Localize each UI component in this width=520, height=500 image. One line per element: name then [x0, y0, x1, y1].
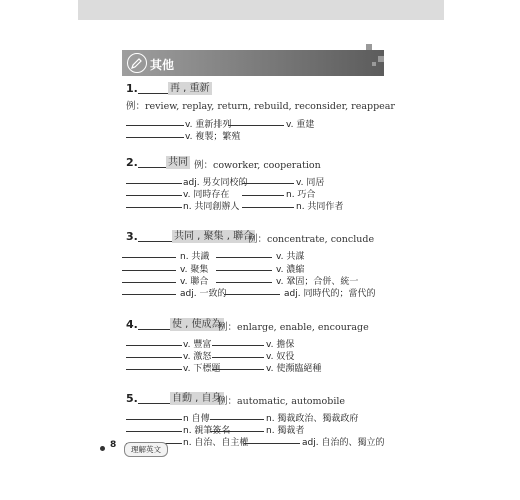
item-definition: v. 聯合 [180, 277, 209, 287]
answer-blank[interactable] [126, 410, 182, 420]
item-definition: v. 複製；繁殖 [185, 132, 241, 142]
item-definition: n. 巧合 [286, 190, 316, 200]
item-definition: v. 豐富 [183, 340, 212, 350]
item-definition: n. 獨裁政治、獨裁政府 [266, 414, 359, 424]
item-definition: v. 鞏固；合併、統一 [276, 277, 359, 287]
section-number: 3. [126, 230, 138, 243]
answer-blank[interactable] [210, 422, 264, 432]
item-definition: v. 重新排列 [185, 120, 232, 130]
section-example: 例：automatic, automobile [218, 396, 346, 407]
section-number: 4. [126, 318, 138, 331]
section-example: 例：enlarge, enable, encourage [218, 322, 369, 333]
answer-blank[interactable] [216, 261, 272, 271]
section-topic: 再 , 重新 [170, 83, 210, 94]
corner-decoration [366, 44, 372, 50]
answer-blank[interactable] [228, 116, 284, 126]
item-definition: n. 共同作者 [296, 202, 344, 212]
section-example: 例：coworker, cooperation [194, 160, 321, 171]
item-definition: v. 使瀕臨絕種 [266, 364, 322, 374]
answer-blank[interactable] [126, 422, 182, 432]
answer-blank[interactable] [138, 392, 170, 404]
section-topic: 使 , 使成為 [172, 319, 222, 330]
answer-blank[interactable] [242, 186, 284, 196]
section-example: 例：review, replay, return, rebuild, reconsider, reappear [126, 101, 395, 112]
item-definition: n. 自治、自主權 [183, 438, 249, 448]
answer-blank[interactable] [126, 336, 182, 346]
section-topic: 共同 , 聚集 , 聯合 [174, 231, 254, 242]
answer-blank[interactable] [122, 273, 176, 283]
item-definition: v. 激怒 [183, 352, 212, 362]
item-definition: v. 重建 [286, 120, 315, 130]
answer-blank[interactable] [126, 174, 182, 184]
answer-blank[interactable] [244, 434, 300, 444]
answer-blank[interactable] [210, 410, 264, 420]
answer-blank[interactable] [216, 273, 272, 283]
page-number: 8 [110, 440, 117, 450]
item-definition: v. 奴役 [266, 352, 295, 362]
book-title-badge: 理解英文 [124, 442, 168, 457]
item-definition: adj. 男女同校的 [183, 178, 248, 188]
answer-blank[interactable] [212, 360, 264, 370]
item-definition: v. 濃縮 [276, 265, 305, 275]
section-number: 1. [126, 82, 138, 95]
answer-blank[interactable] [126, 348, 182, 358]
answer-blank[interactable] [216, 248, 272, 258]
item-definition: n. 獨裁者 [266, 426, 305, 436]
item-definition: n. 共識 [180, 252, 210, 262]
item-definition: v. 聚集 [180, 265, 209, 275]
item-definition: v. 同時存在 [183, 190, 230, 200]
answer-blank[interactable] [122, 248, 176, 258]
answer-blank[interactable] [212, 348, 264, 358]
answer-blank[interactable] [138, 82, 168, 94]
answer-blank[interactable] [122, 285, 176, 295]
answer-blank[interactable] [138, 318, 170, 330]
item-definition: v. 下標題 [183, 364, 221, 374]
footer-bullet [100, 446, 105, 451]
item-definition: n. 親筆簽名 [183, 426, 231, 436]
answer-blank[interactable] [138, 156, 166, 168]
answer-blank[interactable] [242, 198, 294, 208]
answer-blank[interactable] [126, 186, 182, 196]
pencil-icon [127, 53, 147, 73]
section-topic: 自動 , 自身 [172, 393, 222, 404]
answer-blank[interactable] [138, 230, 172, 242]
answer-blank[interactable] [122, 261, 176, 271]
item-definition: v. 共謀 [276, 252, 305, 262]
item-definition: v. 擔保 [266, 340, 295, 350]
answer-blank[interactable] [212, 336, 264, 346]
section-number: 2. [126, 156, 138, 169]
top-gray-band [78, 0, 444, 20]
answer-blank[interactable] [126, 198, 182, 208]
item-definition: v. 同居 [296, 178, 325, 188]
item-definition: n 自傳 [183, 414, 210, 424]
section-number: 5. [126, 392, 138, 405]
answer-blank[interactable] [224, 285, 280, 295]
section-example: 例：concentrate, conclude [248, 234, 375, 245]
item-definition: n. 共同創辦人 [183, 202, 240, 212]
answer-blank[interactable] [126, 116, 184, 126]
answer-blank[interactable] [242, 174, 294, 184]
section-header-title: 其他 [150, 58, 175, 72]
item-definition: adj. 同時代的；當代的 [284, 289, 376, 299]
section-topic: 共同 [168, 157, 188, 168]
answer-blank[interactable] [126, 360, 182, 370]
corner-decoration [378, 56, 384, 62]
item-definition: adj. 自治的、獨立的 [302, 438, 385, 448]
answer-blank[interactable] [126, 128, 184, 138]
item-definition: adj. 一致的 [180, 289, 227, 299]
corner-decoration [372, 62, 376, 66]
